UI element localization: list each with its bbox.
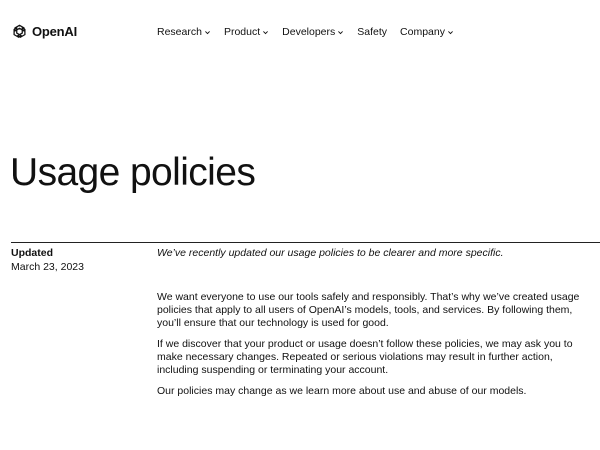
page-title: Usage policies <box>10 151 256 194</box>
body-paragraph: Our policies may change as we learn more about use and abuse of our models. <box>157 385 527 397</box>
nav-company[interactable] <box>400 26 454 38</box>
chevron-down-icon <box>447 29 454 36</box>
intro-text: We’ve recently updated our usage policies to be clearer and more specific. <box>157 247 504 259</box>
updated-date: March 23, 2023 <box>11 261 84 273</box>
nav-label: Developers <box>282 26 336 38</box>
nav-label: Company <box>400 26 445 38</box>
openai-logo-link[interactable] <box>11 23 77 40</box>
body-paragraph: We want everyone to use our tools safely and responsibly. That’s why we’ve created usage policies that apply to all users of OpenAI’s models, tools, and services. By following them, you’ll ensure that our technology is used for good. <box>157 291 580 329</box>
openai-logo-icon <box>11 23 28 40</box>
chevron-down-icon <box>204 29 211 36</box>
logo-wordmark: OpenAI <box>32 24 78 39</box>
divider <box>11 242 600 243</box>
nav-safety[interactable] <box>357 26 387 38</box>
updated-label: Updated <box>11 247 53 259</box>
nav-research[interactable] <box>157 26 211 38</box>
policy-body <box>157 291 582 406</box>
chevron-down-icon <box>337 29 344 36</box>
nav-label: Safety <box>357 26 388 38</box>
body-paragraph: If we discover that your product or usage doesn’t follow these policies, we may ask you to make necessary changes. Repeated or serious violations may result in further action, including suspending or terminating your account. <box>157 338 573 376</box>
nav-label: Research <box>157 26 202 38</box>
nav-product[interactable] <box>224 26 269 38</box>
nav-label: Product <box>223 26 261 38</box>
site-header <box>0 0 600 64</box>
chevron-down-icon <box>262 29 269 36</box>
main-nav <box>157 26 454 38</box>
nav-developers[interactable] <box>282 26 344 38</box>
